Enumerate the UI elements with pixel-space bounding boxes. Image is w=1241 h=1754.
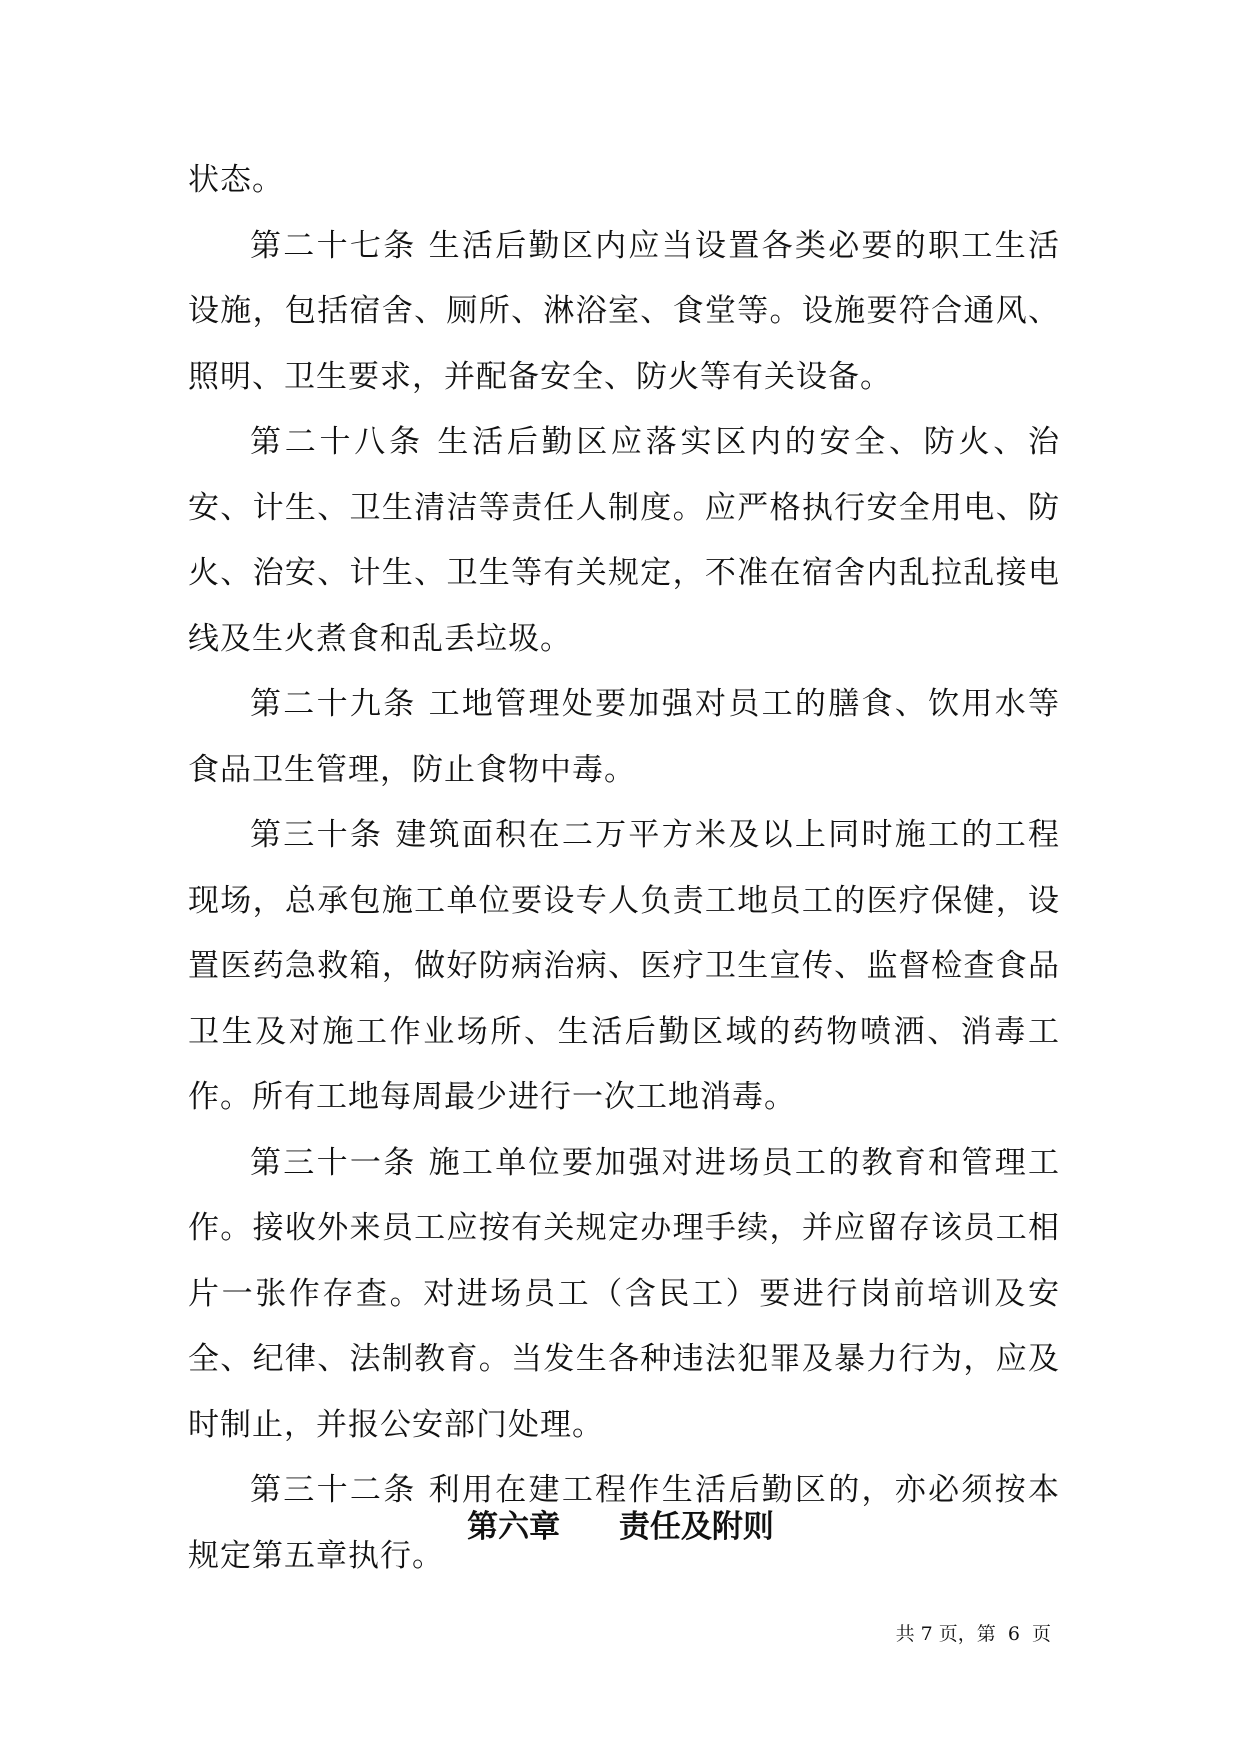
article-27: 第二十七条 生活后勤区内应当设置各类必要的职工生活设施，包括宿舍、厕所、淋浴室、食堂等。设施要符合通风、照明、卫生要求，并配备安全、防火等有关设备。 bbox=[188, 227, 1060, 395]
article-31: 第三十一条 施工单位要加强对进场员工的教育和管理工作。接收外来员工应按有关规定办理手续，并应留存该员工相片一张作存查。对进场员工（含民工）要进行岗前培训及安全、纪律、法制教育。当发生各种违法犯罪及暴力行为，应及时制止，并报公安部门处理。 bbox=[188, 1144, 1060, 1443]
article-30: 第三十条 建筑面积在二万平方米及以上同时施工的工程现场，总承包施工单位要设专人负责工地员工的医疗保健，设置医药急救箱，做好防病治病、医疗卫生宣传、监督检查食品卫生及对施工作业场所、生活后勤区域的药物喷洒、消毒工作。所有工地每周最少进行一次工地消毒。 bbox=[188, 817, 1060, 1115]
paragraph-continuation: 状态。 bbox=[188, 162, 284, 198]
article-29: 第二十九条 工地管理处要加强对员工的膳食、饮用水等食品卫生管理，防止食物中毒。 bbox=[188, 686, 1060, 788]
document-body bbox=[188, 148, 1060, 1589]
article-28: 第二十八条 生活后勤区应落实区内的安全、防火、治安、计生、卫生清洁等责任人制度。应严格执行安全用电、防火、治安、计生、卫生等有关规定，不准在宿舍内乱拉乱接电线及生火煮食和乱丢垃圾。 bbox=[188, 424, 1060, 657]
chapter-heading: 第六章 责任及附则 bbox=[467, 1509, 774, 1545]
page-footer: 共 7 页，第 6 页 bbox=[895, 1623, 1051, 1645]
article-32: 第三十二条 利用在建工程作生活后勤区的，亦必须按本规定第五章执行。 bbox=[188, 1472, 1060, 1574]
